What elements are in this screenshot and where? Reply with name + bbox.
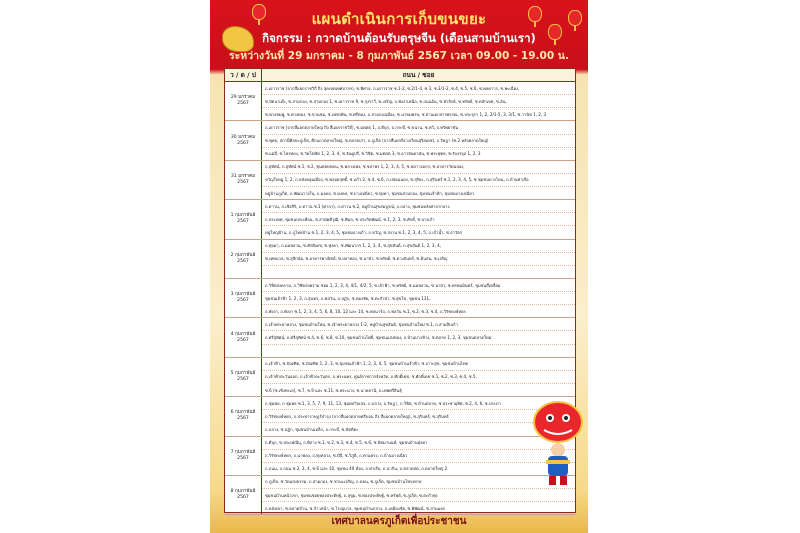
road-line: ซ.เทพนวล, ซ.สุสิกนัย, ซ.อาคารพาณิชย์, ซ.ปลาทอง, ซ.นาบัว, ซ.ทรัพย์, ซ.ดวงจันทร์, ซ.ต้นสน, ซ.เจริญ: [262, 253, 575, 266]
road-line: ซ.ปัตนาเด๊ะ, ซ.สามกอง, ซ.สามกอง 1, ซ.เยาวราช 9, ซ.รุ่งราวี, ซ.เจริญ, ถ.พังงาเหนือ, ซ.ถนนอ้น, ซ.หัวสิงห์, ซ.ทรัพย์, ซ.หลักเขต, ซ.อัน,: [262, 95, 575, 108]
footer-slogan: เทศบาลนครภูเก็ตเพื่อประชาชน: [331, 516, 467, 527]
table-row: [225, 82, 575, 121]
road-line: ถ.วิรัชหงษ์หยก, ถ.นาพลง, ถ.ทุ่งหลวง, ซ.บีบี, ซ.วิภูติ, ถ.ท่าแครง, ถ.บ้านบางเนียว: [262, 450, 575, 463]
road-line: ถ.ถนน, ถ.ถนน ซ.2, 3, 4, ซ.6 และ 10, ชุมชน 40 ห้อง, ถ.ท่าเรือ, ถ.นากิน, ถ.ตลาดสด, ถ.ตลาดใหญ่ 2: [265, 466, 448, 472]
row-date: 7 กุมภาพันธ์ 2567: [225, 437, 262, 475]
road-line: ถ.สุทัศน์, ถ.สุทัศน์ ซ.1, ซ.2, ซุนหยบขคน, ซ.พลวงเพ่ง, ซ.ชลาพร 1, 2, 3, 4, 5, ซ.พลาวงอกก, ซ.อาคารวัดฉลอง,: [262, 161, 575, 174]
row-date: 1 กุมภาพันธ์ 2567: [225, 200, 262, 238]
road-line: ถ.ภูเก็ต, ซ.วัดแสงธรรม, ถ.สามกอง, ซ.ชวนะเจริญ, ถ.ดอน, ซ.ภูเก็ต, ชุมชนบ้านโพรงหาย: [262, 476, 575, 489]
road-line: ถ.เจ้าฟ้าตะวันออก, ถ.เจ้าฟ้าตะวันตก, ถ.พระนคร, ศูนย์ราชการจังหวัด, ถ.ศักดิ์เดช, ซ.ศักดิ์เดช ซ.1, ซ.2, ซ.3, ซ.4, ซ.5,: [262, 371, 575, 384]
road-line: [262, 266, 575, 278]
row-date: 29 มกราคม 2567: [225, 82, 262, 120]
road-line: ถ.ถลาง, ซ.ปฏัก, ชุมชนบ้านเหล็ก, ถ.กระบี่, ซ.ขัตติยะ: [265, 426, 359, 432]
page-title: แผนดำเนินการเก็บขนขยะ: [311, 10, 487, 28]
road-line: ซ.6 (ซ.เชิงทะเล), ซ.7, ซ.9 และ ซ.11, ซ.พระนาง, ซ.นาคธานี, ถ.เทพศรีสินธุ์: [265, 387, 402, 393]
road-line: ถ.เยาวราช (จากสี่แยกราชวิถี ถึง สุดเขตเทศบาลฯ), ซ.พิศาล, ถ.เยาวราช ซ.1-2, ซ.2/1-4, ซ.3, ซ.3/1-2, ซ.4, ซ.5, ซ.6, ซ.พลดาวร, ซ.พะเนียง,: [262, 82, 575, 95]
row-date: 5 กุมภาพันธ์ 2567: [225, 358, 262, 396]
header: [210, 0, 588, 66]
date-range: ระหว่างวันที่ 29 มกราคม - 8 กุมภาพันธ์ 2567 เวลา 09.00 - 19.00 น.: [229, 50, 569, 62]
road-line: ถ.หลังเขา, ซ.ตลาดบ้าน, ซ.ก้าวหน้า, ซ.โรงอุบาล, ชุมชนบ้านกลาง, ถ.เหมืองชัย, ซ.พิพัฒน์, ซ.สามแยก: [265, 505, 446, 511]
row-roads: [262, 318, 575, 356]
table-row: [225, 161, 575, 200]
lion-dance-icon: [528, 398, 586, 486]
row-roads: [262, 279, 575, 317]
road-line: ถ.วิรัชหงษ์หยก, ถ.ประชาราษฎร์บำรุง (จากสี่แยกตลาดศรีบอน ถึง สี่แยกตลาดใหญ่), ซ.สุรินทร์, ซ.สุรินทร์: [262, 410, 575, 423]
row-roads: [262, 240, 575, 278]
table-row: [225, 358, 575, 397]
road-line: ชุมชนบ้านหน้าเขา, ชุมชนซอยทองประดิษฐ์, ถ.สุขุม, ซ.ทองประดิษฐ์, ซ.ทรัพย์, ซ.ภูเก็ต, ซ.ตะกั่วทุ่ง: [262, 489, 575, 502]
road-line: หมู่บ้านภูเก็ต, ถ.พัฒนาวงใน, ถ.มงคล, ซ.มงคล, ซ.บางเหนียว, ซ.ทุ่งคา, ชุมชนสามกอง, ชุมชนเจ้าฟ้า, ชุมชนบางเหนียว: [265, 190, 475, 196]
road-line: ถ.วิชิตสงคราม, ถ.วิชิตสงคราม ซอย 1, 2, 3, 4, 4/1, 4/2, 5, ซ.เจ้าฟ้า, ซ.ทรัพย์, ซ.แม่หลวน, ซ.นาบัว, ซ.พรหมมินทร์, ชุมชนสี่เหลี่ยม: [262, 279, 575, 292]
row-roads: [262, 82, 575, 120]
row-date: 8 กุมภาพันธ์ 2567: [225, 476, 262, 514]
schedule-table: [224, 68, 576, 513]
row-date: 31 มกราคม 2567: [225, 161, 262, 199]
row-roads: [262, 121, 575, 159]
row-date: 30 มกราคม 2567: [225, 121, 262, 159]
row-roads: [262, 161, 575, 199]
road-line: หมู่ใหญ่บ้าน, ถ.ภูไทยบ้าน ซ.1, 2, 3, 4, 5, ชุมชนบางเก้า, ถ.ขวัญ, ซ.สงวน ซ.1, 2, 3, 4, 5, ถ.เก้าน้ำ, ซ.สาวัตร: [265, 229, 463, 235]
table-row: [225, 121, 575, 160]
road-line: ชุมชนเจ้าฟ้า 1, 2, 3, ถ.สุนทร, ถ.พลวัน, ถ.ปฏัก, ซ.ทองชัย, ซ.ตะกั่วป่า, ซ.สุขโข, ชุมชน 131,: [262, 292, 575, 305]
row-date: 3 กุมภาพันธ์ 2567: [225, 279, 262, 317]
table-row: [225, 318, 575, 357]
road-line: ขวัญใจหมู่ 1, 2, ถ.หลังคลุมเมือง, ซ.พลอยสุทธิ์, ซ.แก้ว 2, ซ.4, ซ.6, ถ.ปล่อนนอง, ซ.สุริยะ, ถ.สุรินทร์ ซ.1, 2, 3, 4, 5, ซ.ชุมชนบางโดน, ถ.บ้านท่าเรือ: [262, 174, 575, 187]
row-date: 4 กุมภาพันธ์ 2567: [225, 318, 262, 356]
row-date: 2 กุมภาพันธ์ 2567: [225, 240, 262, 278]
road-line: [262, 345, 575, 357]
road-line: ซ.แม่ลี่, ซ.ไทรทอง, ซ.วัดโฆษิต 1, 2, 3, 4, ซ.จันดูปรี, ซ.วิชิต, ซ.มตตต 3, ซ.อาวอันดามัน, ซ.พระพุทธ, ซ.รับงรจุล 1, 2, 3: [265, 151, 481, 157]
row-roads: [262, 358, 575, 396]
table-body: [225, 82, 575, 515]
table-row: [225, 437, 575, 476]
table-row: [225, 397, 575, 436]
row-date: 6 กุมภาพันธ์ 2567: [225, 397, 262, 435]
road-line: ถ.ชุมพล, ถ.ชุมพล ซ.1, 3, 5, 7, 9, 11, 13, ชุมพลวิลเลจ, ถ.ถลาง, ถ.รัษฎา, ถ.วิชิต, ซ.บ้านตลาด, ซ.ประชาอุทิศ, ซ.2, 4, 6, ซ.ประปา: [262, 397, 575, 410]
road-line: ถ.เจ้าพระยาหลวง, ชุมชนบ้านใหม่, ซ.เจ้าพระยาหลวง 1-2, หมู่บ้านสุขสันต์, ชุมชนบ้านใหม่ ซ.1, ถ.สามสิบเก้า: [262, 318, 575, 331]
road-line: ถ.ด่าวน, ถ.เชิงสิริ, ถ.ด่าวน ซ.1 (ศาลา), ถ.ด่าวน ซ.2, หมู่บ้านสุขสมบูรณ์, ถ.ถลาง, ชุมชนหลังศาลากลาง: [262, 200, 575, 213]
road-line: ถ.ทุ่งคา, ถ.แม่หลวน, ซ.ศักดิเดช, ซ.ทุ่งคา, ซ.พัฒนากร 1, 2, 3, 4, ซ.สุขสันต์, ถ.สุขสันต์ 1, 2, 3, 4,: [262, 240, 575, 253]
road-line: ถ.ศรีสุทัศน์, ถ.ศรีสุทัศน์ ซ.4, ซ.6, ซ.8, ซ.10, ชุมชนบ้านโพธิ์, ชุมชนแสงทอง, ถ.บ้านบางช้าง, ซ.ตลาด 1, 2, 3, ชุมชนตลาดใหม่: [262, 331, 575, 344]
table-row: [225, 279, 575, 318]
table-row: [225, 240, 575, 279]
column-header-road: ถนน / ซอย: [402, 71, 435, 79]
road-line: ถ.ประเทศ, ชุมชนประเทือน, ซ.สามัคคีวุฒิ, ซ.พิมล, ซ.ประกิตพัฒน์, ซ.1, 2, 3, ซ.ศักดิ์, ซ.บางเก้า: [262, 213, 575, 226]
activity-title: กิจกรรม : กวาดบ้านต้อนรับตรุษจีน (เดือนสามบ้านเรา): [262, 31, 536, 45]
road-line: ถ.เจ้าฟ้า, ซ.ปัณฑิต, ซ.ปัณฑิต 1, 2, 3, ซ.ชุมชนเจ้าฟ้า 1, 2, 3, 4, 5, ชุมชนบ้านเจ้าฟ้า, ซ.เกาะสุข, ชุมชนบ้านไทย: [262, 358, 575, 371]
table-row: [225, 200, 575, 239]
poster: [210, 0, 588, 533]
road-line: ถ.พังงา, ถ.พังงา ซ.1, 2, 3, 4, 5, 6, 8, 10, 12 และ 14, ซ.พลนาร์ถ, ถ.พลวัน ซ.1, ซ.2, ซ.3, ซ.4, ถ.วิรัชหงษ์หยก: [265, 308, 466, 314]
road-line: ซ.พุทธ, สถานีศิลปะภูเก็ต, ตึกแถวตลาดใหญ่, ซ.ตลาดเก่า, ถ.ภูเก็ต (จากสี่แยกถึงวงเวียนสุริยเดช), ถ.รัษฎา (ซ.2 หลังตลาดใหญ่): [262, 135, 575, 148]
road-line: ถ.ดีบุก, ซ.ประเพณีบุ, ถ.ทิลวง ซ.1, ซ.2, ซ.3, ซ.4, ซ.5, ซ.6, ซ.ปัทมานนท์, ชุมชนบ้านทุ่งคา: [262, 437, 575, 450]
table-header: [225, 69, 575, 82]
table-row: [225, 476, 575, 515]
column-header-date: ว / ด / ป: [225, 69, 262, 81]
row-roads: [262, 200, 575, 238]
road-line: ซ.พวงชมพู, ซ.พวงทอง, ซ.ขวนชม, ซ.เพชรพิน, ซ.ศรีทอง, ถ.สามกองเมือง, ซ.นาขมพรบ, ซ.ย่านเอกสารพรรณ, ซ.ประจุรา 1, 2, 2/1-5, 3, 3/1, ซ.วานิช 1, 2, 3: [265, 111, 547, 117]
road-line: ถ.เยาวราช (จากสี่แยกตลาดใหญ่ ถึง สี่แยกราชวิถี), ซ.มตตต 1, ถ.ดีบุก, ถ.กระบี่, ซ.ขนาน, ซ.ทวิ, ถ.ทรัพยาขัน: [262, 121, 575, 134]
